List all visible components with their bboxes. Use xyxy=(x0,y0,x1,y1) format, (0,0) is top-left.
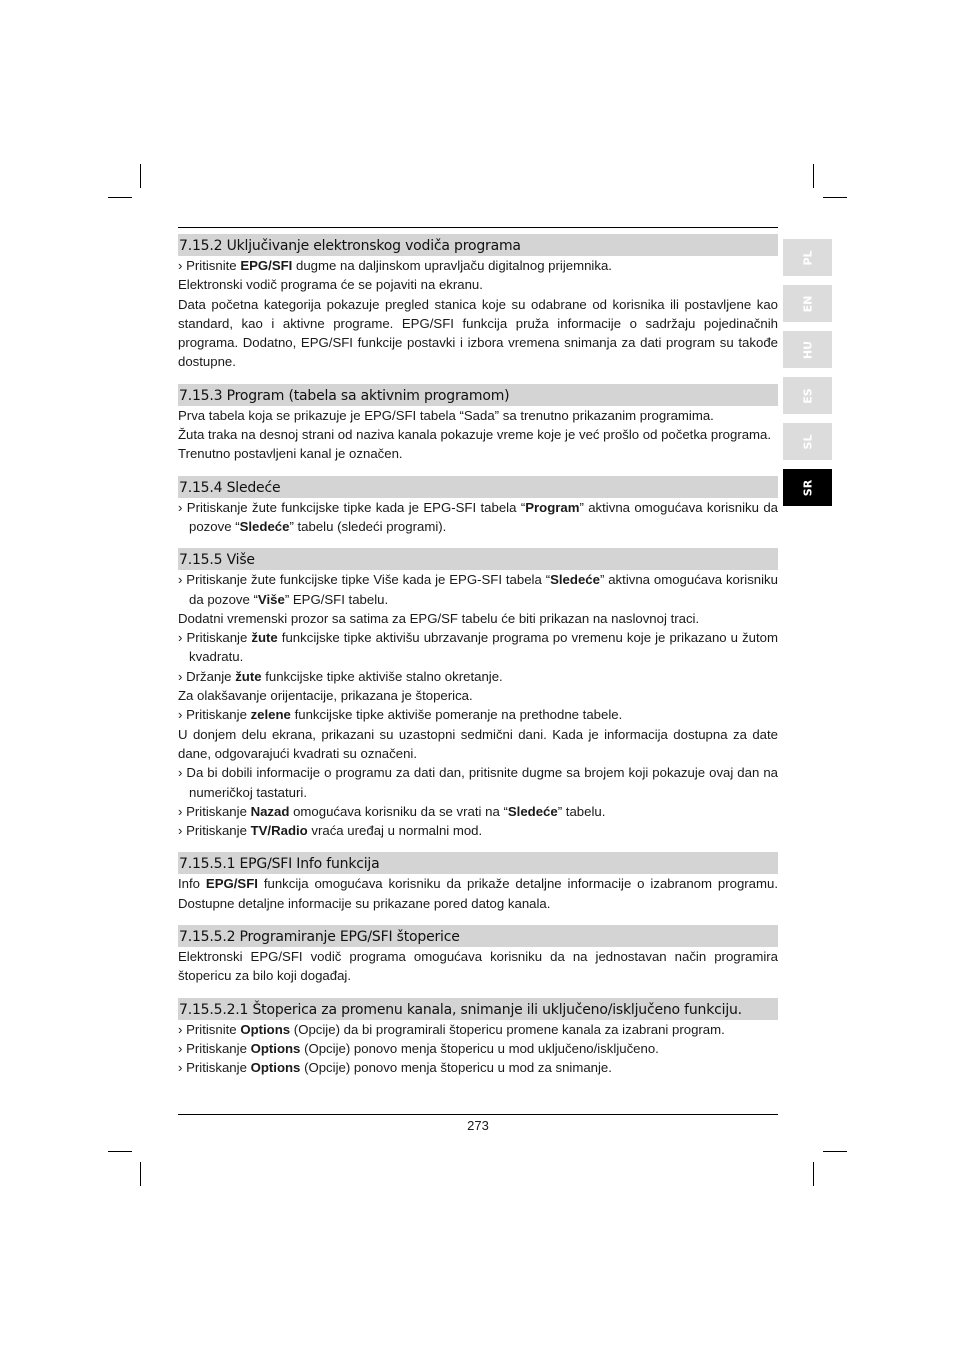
section xyxy=(178,548,778,840)
crop-mark xyxy=(823,1151,847,1152)
text-run: ” aktivna omogućava korisniku da pozove “ xyxy=(189,499,778,534)
section-heading: 7.15.5.1 EPG/SFI Info funkcija xyxy=(178,852,778,874)
text-run: Pritiskanje xyxy=(186,803,251,819)
crop-mark xyxy=(813,164,814,188)
paragraph xyxy=(178,725,778,764)
bullet-item xyxy=(178,667,778,686)
language-tabs xyxy=(783,239,832,515)
bold-term: Program xyxy=(525,499,580,515)
section xyxy=(178,384,778,464)
bold-term: Sledeće xyxy=(507,803,558,819)
section-heading: 7.15.5.2.1 Štoperica za promenu kanala, snimanje ili uključeno/isključeno funkciju. xyxy=(178,998,778,1020)
text-run: Data početna kategorija pokazuje pregled stanica koje su odabrane od korisnika ili postavljene kao standard, kao i aktivne programe. EPG/SFI funkcija pruža informacije o sadržaju pojedinačnih programa. Dodatno, EPG/SFI funkcije postavki i izbora vremena snimanja za dati program su takođe dostupne. xyxy=(178,296,778,370)
header-rule xyxy=(178,227,778,228)
text-run: funkcijske tipke aktiviše stalno okretanje. xyxy=(261,668,503,684)
bullet-item xyxy=(178,628,778,667)
bullet-item xyxy=(178,821,778,840)
paragraph xyxy=(178,425,778,444)
paragraph xyxy=(178,406,778,425)
tab-label: EN xyxy=(801,295,814,312)
text-run: ” tabelu (sledeći programi). xyxy=(289,518,447,534)
bullet-marker: › xyxy=(178,668,183,684)
paragraph xyxy=(178,444,778,463)
tab-sl[interactable] xyxy=(783,423,832,460)
paragraph xyxy=(178,295,778,372)
bold-term: Sledeće xyxy=(550,572,600,588)
section-heading: 7.15.4 Sledeće xyxy=(178,476,778,498)
crop-mark xyxy=(823,197,847,198)
bullet-item xyxy=(178,1039,778,1058)
bullet-item xyxy=(178,1020,778,1039)
text-run: Pritisnite xyxy=(186,1021,241,1037)
section xyxy=(178,998,778,1078)
text-run: ” aktivna omogućava korisniku da pozove “ xyxy=(189,572,778,607)
tab-pl[interactable] xyxy=(783,239,832,276)
text-run: (Opcije) ponovo menja štopericu u mod za snimanje. xyxy=(300,1060,612,1076)
bullet-marker: › xyxy=(178,1021,183,1037)
text-run: U donjem delu ekrana, prikazani su uzastopni sedmični dani. Kada je informacija dostupna za date dane, odgovarajući kvadrati su označeni. xyxy=(178,726,778,761)
crop-mark xyxy=(813,1162,814,1186)
section-heading: 7.15.5.2 Programiranje EPG/SFI štoperice xyxy=(178,925,778,947)
page-content xyxy=(178,234,778,1090)
section xyxy=(178,925,778,986)
bullet-marker: › xyxy=(178,823,183,839)
tab-label: PL xyxy=(801,249,814,266)
text-run: ” tabelu. xyxy=(557,803,606,819)
text-run: omogućava korisniku da se vrati na “ xyxy=(289,803,508,819)
text-run: Pritisnite xyxy=(186,258,241,273)
section-heading: 7.15.2 Uključivanje elektronskog vodiča programa xyxy=(178,234,778,256)
bold-term: EPG/SFI xyxy=(205,876,258,892)
bold-term: Options xyxy=(250,1060,301,1076)
bold-term: Options xyxy=(240,1021,291,1037)
bullet-item xyxy=(178,256,778,275)
text-run: Pritiskanje žute funkcijske tipke kada je EPG-SFI tabela “ xyxy=(186,499,526,515)
text-run: funkcija omogućava korisniku da prikaže detaljne informacije o izabranom programu. Dostupne detaljne informacije su prikazane pored datog kanala. xyxy=(178,876,778,911)
text-run: funkcijske tipke aktivišu ubrzavanje programa po vremenu koje je prikazano u žutom kvadratu. xyxy=(189,630,778,665)
tab-es[interactable] xyxy=(783,377,832,414)
page-number: 273 xyxy=(467,1118,489,1133)
bullet-item xyxy=(178,498,778,537)
text-run: Žuta traka na desnoj strani od naziva kanala pokazuje vreme koje je već prošlo od početka programa. xyxy=(178,427,772,443)
bullet-marker: › xyxy=(178,1040,183,1056)
bold-term: žute xyxy=(235,668,262,684)
bold-term: Sledeće xyxy=(239,518,290,534)
bullet-item xyxy=(178,802,778,821)
paragraph xyxy=(178,275,778,294)
text-run: Pritiskanje xyxy=(186,823,251,839)
text-run: (Opcije) da bi programirali štopericu promene kanala za izabrani program. xyxy=(290,1021,725,1037)
section xyxy=(178,476,778,537)
footer-rule xyxy=(178,1114,778,1115)
text-run: Držanje xyxy=(186,668,236,684)
bold-term: Više xyxy=(257,591,285,607)
bullet-marker: › xyxy=(178,499,183,515)
tab-label: SL xyxy=(801,434,814,449)
text-run: Pritiskanje xyxy=(186,707,251,723)
tab-en[interactable] xyxy=(783,285,832,322)
bullet-marker: › xyxy=(178,765,183,781)
bold-term: EPG/SFI xyxy=(240,258,293,273)
bold-term: TV/Radio xyxy=(250,823,308,839)
section xyxy=(178,852,778,913)
crop-mark xyxy=(140,164,141,188)
text-run: Pritiskanje žute funkcijske tipke Više kada je EPG-SFI tabela “ xyxy=(186,572,551,588)
crop-mark xyxy=(108,1151,132,1152)
bullet-marker: › xyxy=(178,572,183,588)
text-run: Pritiskanje xyxy=(186,1060,251,1076)
text-run: Elektronski vodič programa će se pojaviti na ekranu. xyxy=(178,277,483,293)
crop-mark xyxy=(140,1162,141,1186)
bullet-marker: › xyxy=(178,707,183,723)
bullet-item xyxy=(178,705,778,724)
bullet-item xyxy=(178,763,778,802)
text-run: Prva tabela koja se prikazuje je EPG/SFI tabela “Sada” sa trenutno prikazanim programima. xyxy=(178,407,714,423)
bold-term: zelene xyxy=(250,707,291,723)
paragraph xyxy=(178,686,778,705)
text-run: dugme na daljinskom upravljaču digitalnog prijemnika. xyxy=(292,258,612,273)
text-run: Pritiskanje xyxy=(186,1040,251,1056)
bullet-marker: › xyxy=(178,803,183,819)
tab-sr[interactable] xyxy=(783,469,832,506)
bullet-item xyxy=(178,570,778,609)
text-run: Da bi dobili informacije o programu za dati dan, pritisnite dugme sa brojem koji pokazuje ovaj dan na numeričkoj tastaturi. xyxy=(186,765,778,800)
section xyxy=(178,234,778,372)
bullet-marker: › xyxy=(178,1060,183,1076)
crop-mark xyxy=(108,197,132,198)
text-run: funkcijske tipke aktiviše pomeranje na prethodne tabele. xyxy=(290,707,623,723)
text-run: Trenutno postavljeni kanal je označen. xyxy=(178,446,403,462)
text-run: vraća uređaj u normalni mod. xyxy=(307,823,483,839)
bullet-marker: › xyxy=(178,630,183,646)
tab-label: HU xyxy=(801,340,814,359)
text-run: Pritiskanje xyxy=(186,630,252,646)
bullet-item xyxy=(178,1058,778,1077)
bullet-marker: › xyxy=(178,258,183,273)
text-run: (Opcije) ponovo menja štopericu u mod uključeno/isključeno. xyxy=(300,1040,659,1056)
paragraph xyxy=(178,874,778,913)
section-heading: 7.15.5 Više xyxy=(178,548,778,570)
text-run: Za olakšavanje orijentacije, prikazana je štoperica. xyxy=(178,688,473,704)
bold-term: Options xyxy=(250,1040,301,1056)
paragraph xyxy=(178,947,778,986)
tab-hu[interactable] xyxy=(783,331,832,368)
section-heading: 7.15.3 Program (tabela sa aktivnim programom) xyxy=(178,384,778,406)
tab-label: SR xyxy=(801,479,814,496)
tab-label: ES xyxy=(801,387,814,404)
text-run: Elektronski EPG/SFI vodič programa omogućava korisniku da na jednostavan način programira štopericu za bilo koji događaj. xyxy=(178,949,778,984)
bold-term: Nazad xyxy=(250,803,290,819)
bold-term: žute xyxy=(251,630,278,646)
text-run: Info xyxy=(178,876,206,892)
text-run: ” EPG/SFI tabelu. xyxy=(284,591,389,607)
paragraph xyxy=(178,609,778,628)
text-run: Dodatni vremenski prozor sa satima za EPG/SF tabelu će biti prikazan na naslovnoj traci. xyxy=(178,610,700,626)
